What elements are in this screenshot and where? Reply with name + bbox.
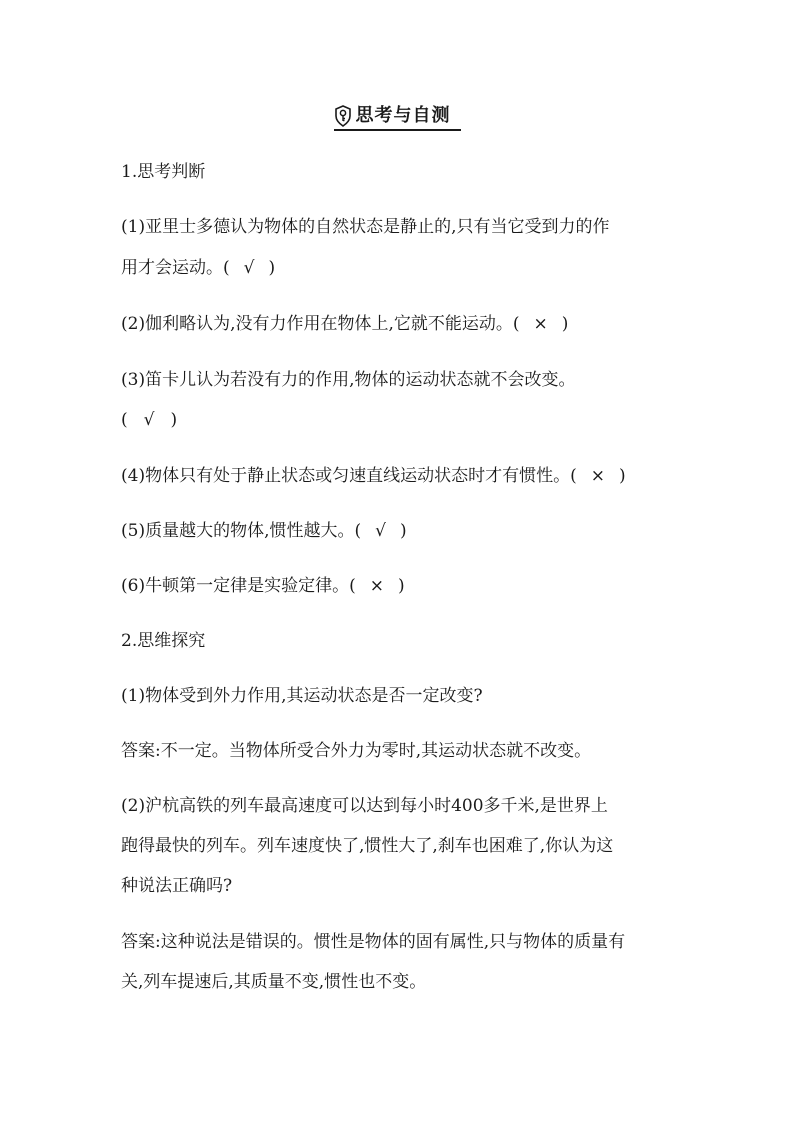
item3-mark: √ [143,410,155,430]
item5-prefix: (5)质量越大的物体,惯性越大。( [121,521,362,541]
key-badge-icon [334,105,352,127]
question2-line2: 跑得最快的列车。列车速度快了,惯性大了,刹车也困难了,你认为这 [121,836,614,856]
item3-prefix: ( [121,410,128,430]
item2-prefix: (2)伽利略认为,没有力作用在物体上,它就不能运动。( [121,314,520,334]
item6-close: ) [397,576,405,596]
section1-heading: 1.思考判断 [121,162,206,182]
question2-line1: (2)沪杭高铁的列车最高速度可以达到每小时400多千米,是世界上 [121,796,608,816]
page-title: 思考与自测 [355,105,451,126]
item1-line1: (1)亚里士多德认为物体的自然状态是静止的,只有当它受到力的作 [121,217,610,237]
item1-mark: √ [243,258,255,278]
answer2-line1: 答案:这种说法是错误的。惯性是物体的固有属性,只与物体的质量有 [121,932,626,952]
item4-prefix: (4)物体只有处于静止状态或匀速直线运动状态时才有惯性。( [121,466,577,486]
item5-line [121,519,407,543]
item4-line [121,464,626,488]
question1: (1)物体受到外力作用,其运动状态是否一定改变? [121,686,483,706]
item4-mark: × [590,466,605,486]
item6-line [121,574,405,598]
item4-close: ) [618,466,626,486]
answer2-line2: 关,列车提速后,其质量不变,惯性也不变。 [121,972,427,992]
item2-mark: × [533,314,548,334]
item5-close: ) [399,521,407,541]
item1-close: ) [268,258,276,278]
item3-line2 [121,408,177,432]
item1-line2 [121,256,275,280]
item6-prefix: (6)牛顿第一定律是实验定律。( [121,576,356,596]
item3-close: ) [170,410,178,430]
item5-mark: √ [375,521,386,541]
section-title [334,103,461,131]
question2-line3: 种说法正确吗? [121,876,233,896]
item2-line [121,312,568,336]
answer1: 答案:不一定。当物体所受合外力为零时,其运动状态就不改变。 [121,741,592,761]
item3-line1: (3)笛卡儿认为若没有力的作用,物体的运动状态就不会改变。 [121,370,576,390]
section2-heading: 2.思维探究 [121,631,206,651]
item1-prefix: 用才会运动。( [121,258,230,278]
item2-close: ) [561,314,569,334]
section-title-wrap [0,103,794,131]
item6-mark: × [369,576,384,596]
